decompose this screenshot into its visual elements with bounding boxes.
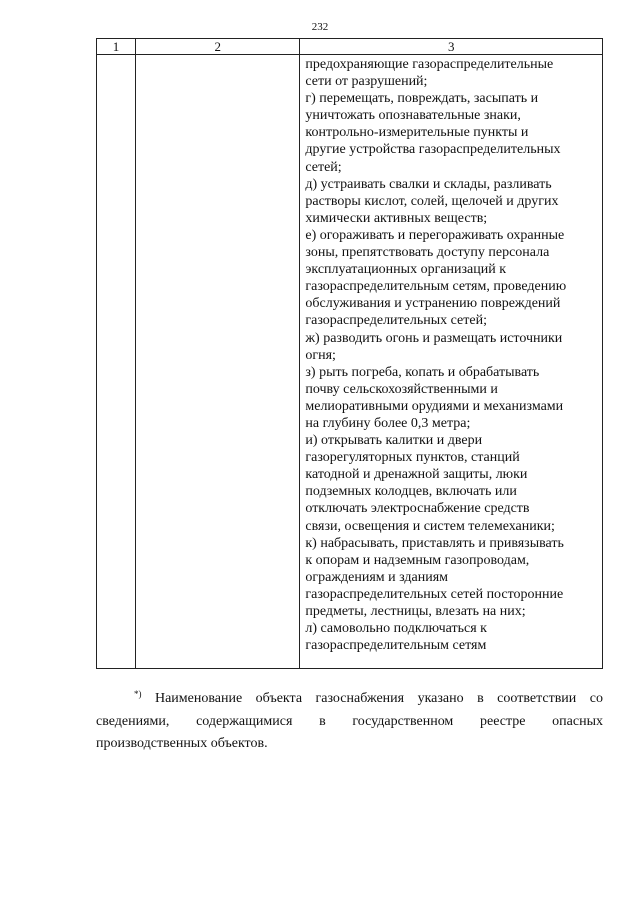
table-cell-col1 — [97, 55, 136, 669]
text-line: зоны, препятствовать доступу персонала — [305, 245, 550, 261]
column-header-2: 2 — [136, 39, 300, 55]
text-line: л) самовольно подключаться к — [305, 621, 487, 637]
text-line: предохраняющие газораспределительные — [305, 57, 554, 72]
footnote-line-2: сведениями, содержащимися в государственном реестре опасных — [96, 713, 603, 729]
text-line: е) огораживать и перегораживать охранные — [305, 227, 565, 243]
text-line: мелиоративными орудиями и механизмами — [305, 398, 564, 414]
text-line: эксплуатационных организаций к — [305, 262, 507, 278]
page-number: 232 — [311, 21, 329, 33]
footnote-marker: *) — [134, 689, 142, 699]
footnote — [96, 688, 603, 756]
text-line: сетей; — [305, 159, 342, 175]
text-line: на глубину более 0,3 метра; — [305, 415, 471, 431]
text-line: ограждениям и зданиям — [305, 569, 449, 585]
column-header-1: 1 — [97, 39, 136, 55]
text-line: к опорам и надземным газопроводам, — [305, 552, 530, 568]
requirements-table — [96, 38, 603, 669]
text-line: газорегуляторных пунктов, станций — [305, 450, 520, 466]
text-line: катодной и дренажной защиты, люки — [305, 467, 528, 483]
text-line: контрольно-измерительные пункты и — [305, 125, 529, 141]
text-line: газораспределительных сетей; — [305, 313, 487, 329]
text-line: огня; — [305, 347, 336, 363]
text-line: отключать электроснабжение средств — [305, 501, 530, 517]
prohibitions-text — [300, 55, 602, 654]
text-line: ж) разводить огонь и размещать источники — [305, 330, 563, 346]
text-line: обслуживания и устранению повреждений — [305, 296, 561, 312]
text-line: почву сельскохозяйственными и — [305, 381, 498, 397]
column-header-3: 3 — [300, 39, 603, 55]
text-line: связи, освещения и систем телемеханики; — [305, 518, 555, 534]
table-row — [97, 55, 603, 669]
text-line: другие устройства газораспределительных — [305, 142, 561, 158]
text-line: сети от разрушений; — [305, 74, 428, 90]
text-line: химически активных веществ; — [305, 210, 488, 226]
text-line: г) перемещать, повреждать, засыпать и — [305, 91, 539, 107]
table-header-row — [97, 39, 603, 55]
footnote-line-1 — [96, 688, 603, 711]
text-line: газораспределительным сетям, проведению — [305, 279, 567, 295]
text-line: газораспределительным сетям — [305, 638, 487, 654]
text-line: газораспределительных сетей посторонние — [305, 586, 564, 602]
text-line: и) открывать калитки и двери — [305, 433, 483, 449]
footnote-line-3: производственных объектов. — [96, 736, 268, 751]
table-cell-col2 — [136, 55, 300, 669]
text-line: з) рыть погреба, копать и обрабатывать — [305, 364, 540, 380]
text-line: подземных колодцев, включать или — [305, 484, 517, 500]
table-cell-col3 — [300, 55, 603, 669]
text-line: растворы кислот, солей, щелочей и других — [305, 193, 559, 209]
text-line: д) устраивать свалки и склады, разливать — [305, 176, 552, 192]
text-line: уничтожать опознавательные знаки, — [305, 108, 521, 124]
footnote-line-1-text: Наименование объекта газоснабжения указано в соответствии со — [154, 691, 603, 706]
text-line: предметы, лестницы, влезать на них; — [305, 604, 526, 619]
text-line: к) набрасывать, приставлять и привязывать — [305, 535, 564, 551]
